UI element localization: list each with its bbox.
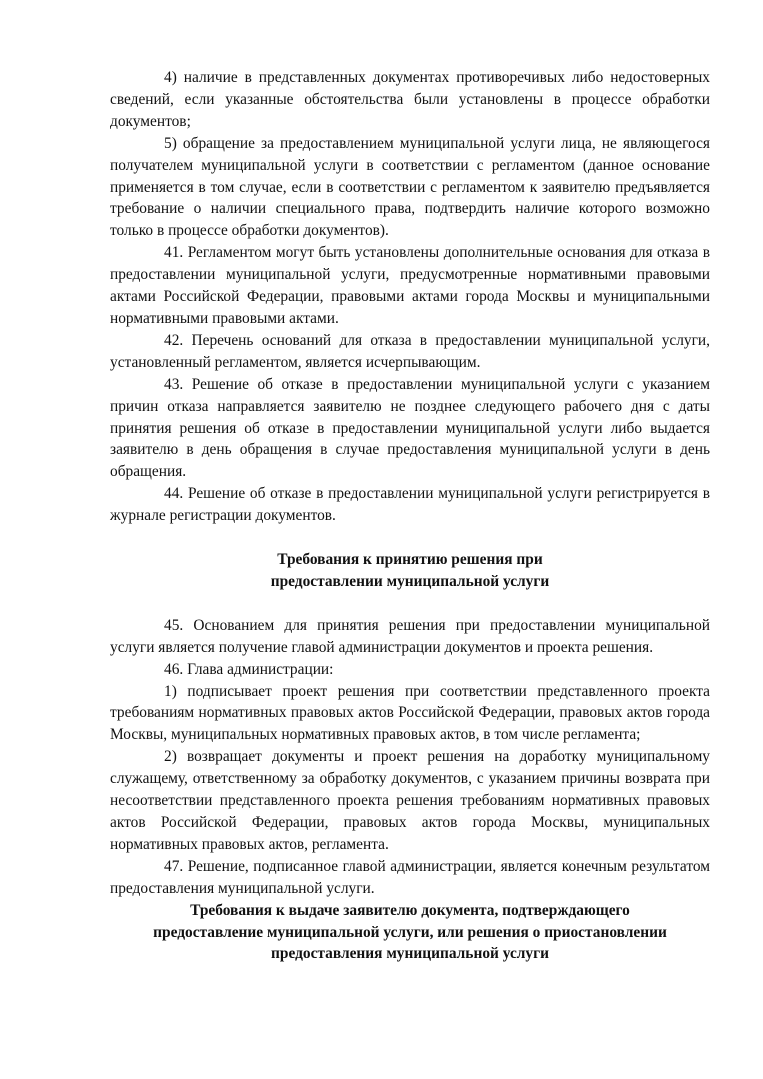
section-heading-issuance — [110, 900, 710, 966]
paragraph-item-4: 4) наличие в представленных документах противоречивых либо недостоверных сведений, если указанные обстоятельства были установлены в процессе обработки документов; — [110, 69, 710, 130]
paragraph-46-item-2: 2) возвращает документы и проект решения на доработку муниципальному служащему, ответственному за обработку документов, с указанием причины возврата при несоответствии представленного проекта решения требованиям нормативных правовых актов Российской Федерации, правовых актов города Москвы, муниципальных нормативных правовых актов, регламента. — [110, 748, 710, 853]
paragraph-44: 44. Решение об отказе в предоставлении муниципальной услуги регистрируется в журнале регистрации документов. — [110, 485, 710, 525]
paragraph-45: 45. Основанием для принятия решения при предоставлении муниципальной услуги является получение главой администрации документов и проекта решения. — [110, 616, 710, 656]
heading-line: предоставления муниципальной услуги — [271, 945, 549, 963]
heading-line: Требования к выдаче заявителю документа, подтверждающего — [190, 901, 630, 919]
spacer — [110, 593, 710, 615]
paragraph-47: 47. Решение, подписанное главой администрации, является конечным результатом предоставления муниципальной услуги. — [110, 857, 710, 897]
section-heading-decision — [110, 549, 710, 593]
paragraph-43: 43. Решение об отказе в предоставлении муниципальной услуги с указанием причин отказа направляется заявителю не позднее следующего рабочего дня с даты принятия решения об отказе в предоставлении муниципальной услуги либо выдается заявителю в день обращения в случае предоставления муниципальной услуги в день обращения. — [110, 375, 710, 481]
document-page — [110, 67, 710, 965]
paragraph-46-item-1: 1) подписывает проект решения при соответствии представленного проекта требованиям нормативных правовых актов Российской Федерации, правовых актов города Москвы, муниципальных нормативных правовых актов, в том числе регламента; — [110, 682, 710, 744]
heading-line: Требования к принятию решения при — [277, 551, 543, 569]
paragraph-42: 42. Перечень оснований для отказа в предоставлении муниципальной услуги, установленный регламентом, является исчерпывающим. — [110, 331, 710, 371]
heading-line: предоставлении муниципальной услуги — [270, 572, 550, 590]
spacer — [110, 527, 710, 549]
paragraph-item-5: 5) обращение за предоставлением муниципальной услуги лица, не являющегося получателем муниципальной услуги в соответствии с регламентом (данное основание применяется в том случае, если в соответствии с регламентом к заявителю предъявляется требование о наличии специального права, подтвердить наличие которого возможно только в процессе обработки документов). — [110, 134, 710, 240]
paragraph-46: 46. Глава администрации: — [164, 660, 334, 678]
heading-line: предоставление муниципальной услуги, или решения о приостановлении — [153, 923, 667, 941]
paragraph-41: 41. Регламентом могут быть установлены дополнительные основания для отказа в предоставлении муниципальной услуги, предусмотренные нормативными правовыми актами Российской Федерации, правовыми актами города Москвы и муниципальными нормативными правовыми актами. — [110, 244, 710, 327]
